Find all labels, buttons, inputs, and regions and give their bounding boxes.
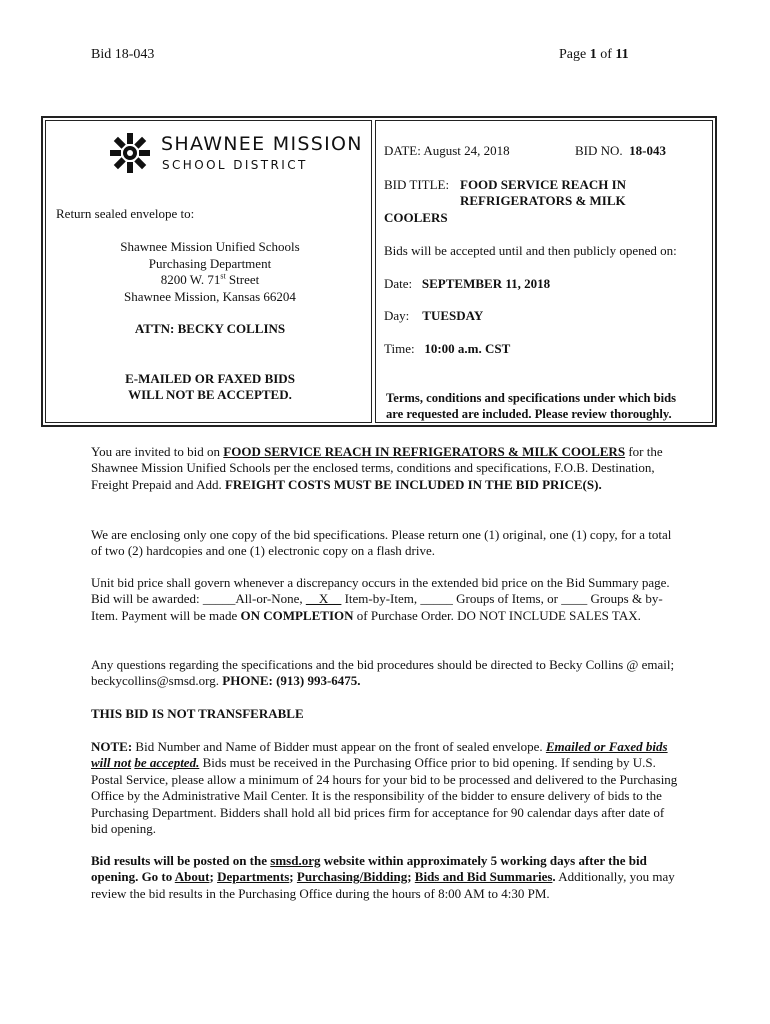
bid-results-paragraph <box>91 853 681 902</box>
freight-cost-notice: FREIGHT COSTS MUST BE INCLUDED IN THE BID PRICE(S). <box>224 476 602 492</box>
note-emphasis-1: Emailed or Faxed bids will not <box>91 739 668 771</box>
bid-number <box>575 143 666 159</box>
invitation-paragraph <box>91 444 681 493</box>
note-envelope: Bid Number and Name of Bidder must appear on the front of sealed envelope. <box>132 739 546 754</box>
address-line-4: Shawnee Mission, Kansas 66204 <box>124 289 296 304</box>
address-street-number: 8200 W. 71 <box>160 272 221 287</box>
no-email-notice-line-2: WILL NOT BE ACCEPTED. <box>128 387 292 402</box>
nav-separator: ; <box>209 869 218 885</box>
address-ordinal: st <box>220 271 226 281</box>
item-by-item-option: Item-by-Item, <box>341 591 421 607</box>
groups-option: Groups of Items, or <box>452 591 562 607</box>
all-or-none-option: All-or-None, <box>235 591 306 607</box>
district-subtitle: SCHOOL DISTRICT <box>162 158 308 172</box>
opening-day-value: TUESDAY <box>422 308 484 323</box>
page-current: 1 <box>589 47 597 62</box>
payment-terms: ON COMPLETION <box>240 607 354 623</box>
address-street: Street <box>225 272 260 287</box>
attention-line: ATTN: BECKY COLLINS <box>134 321 286 336</box>
page-total: 11 <box>615 47 629 62</box>
results-nav-intro: website within approximately 5 working days after the bid opening. Go to <box>91 853 647 885</box>
results-office-hours: Additionally, you may review the bid results in the Purchasing Office during the hours of 8:00 AM to 4:30 PM. <box>91 869 675 901</box>
nav-departments-link[interactable]: Departments <box>217 869 290 885</box>
opening-time <box>384 341 510 357</box>
sales-tax-notice: of Purchase Order. DO NOT INCLUDE SALES TAX. <box>353 607 641 623</box>
groups-by-item-option: Groups & by-Item. Payment will be made <box>91 591 663 623</box>
nav-separator: ; <box>407 869 415 885</box>
results-period: . <box>552 869 556 885</box>
bid-reference: Bid 18-043 <box>91 47 155 62</box>
nav-separator: ; <box>289 869 297 885</box>
page-number <box>559 47 629 63</box>
bid-title-line-3: COOLERS <box>384 210 448 225</box>
item-by-item-mark: __X__ <box>305 591 342 607</box>
smsd-site-link[interactable]: smsd.org <box>270 853 321 868</box>
address-line-3 <box>50 272 370 288</box>
note-label: NOTE: <box>91 739 133 754</box>
opening-date-label: Date: <box>384 276 413 291</box>
district-name: SHAWNEE MISSION <box>161 133 363 155</box>
invitation-terms: for the Shawnee Mission Unified Schools per the enclosed terms, conditions and specifications, F.O.B. Destination, Freight Prepaid and Add. <box>91 444 663 492</box>
bid-opening-notice: Bids will be accepted until and then publicly opened on: <box>384 243 677 258</box>
contact-text: Any questions regarding the specifications and the bid procedures should be directed to Becky Collins @ email; beckycollins@smsd.org. <box>91 657 675 689</box>
bid-number-value: 18-043 <box>629 143 667 158</box>
opening-time-label: Time: <box>384 341 415 356</box>
contact-phone: PHONE: (913) 993-6475. <box>222 673 361 689</box>
page-of: of <box>596 47 616 62</box>
invitation-bid-title: FOOD SERVICE REACH IN REFRIGERATORS & MILK COOLERS <box>223 444 626 459</box>
nav-about-link[interactable]: About <box>174 869 210 885</box>
award-paragraph <box>91 575 681 624</box>
note-delivery: Bids must be received in the Purchasing Office prior to bid opening. If sending by U.S. Postal Service, please allow a minimum of 24 hours for your bid to be processed and delivered to the Purchasing Office by the Administrative Mail Center. It is the responsibility of the bidder to ensure delivery of bids to the Purchasing Department. Bidders shall hold all bid prices firm for acceptance for 90 calendar days after date of bid opening. <box>91 755 678 837</box>
opening-date <box>384 276 550 292</box>
bid-date: DATE: August 24, 2018 <box>384 143 510 158</box>
bid-title-line-1: FOOD SERVICE REACH IN <box>460 177 627 192</box>
note-paragraph <box>91 739 681 837</box>
page-prefix: Page <box>559 47 590 62</box>
bid-title-label: BID TITLE: <box>384 177 450 192</box>
district-logo <box>108 131 368 177</box>
terms-notice-line-2: are requested are included. Please review thoroughly. <box>386 407 672 421</box>
copies-paragraph: We are enclosing only one copy of the bid specifications. Please return one (1) original, one (1) copy, for a total of two (2) hardcopies and one (1) electronic copy on a flash drive. <box>91 527 672 559</box>
all-or-none-blank: _____ <box>202 591 236 607</box>
opening-date-value: SEPTEMBER 11, 2018 <box>421 276 551 291</box>
not-transferable-notice: THIS BID IS NOT TRANSFERABLE <box>91 706 304 721</box>
results-intro: Bid results will be posted on the <box>91 853 271 868</box>
opening-day-label: Day: <box>384 308 410 323</box>
opening-day <box>384 308 483 324</box>
nav-purchasing-link[interactable]: Purchasing/Bidding <box>296 869 408 885</box>
nav-bid-summaries-link[interactable]: Bids and Bid Summaries <box>414 869 553 885</box>
award-intro: Unit bid price shall govern whenever a discrepancy occurs in the extended bid price on the Bid Summary page. Bid will be awarded: <box>91 575 670 607</box>
groups-by-item-blank: ____ <box>561 591 588 607</box>
questions-paragraph <box>91 657 681 690</box>
terms-notice-line-1: Terms, conditions and specifications under which bids <box>386 391 677 405</box>
address-line-2: Purchasing Department <box>148 256 272 271</box>
district-emblem-icon <box>108 131 152 175</box>
groups-blank: _____ <box>420 591 453 607</box>
bid-number-label: BID NO. <box>575 143 623 158</box>
opening-time-value: 10:00 a.m. CST <box>424 341 511 356</box>
no-email-notice-line-1: E-MAILED OR FAXED BIDS <box>125 371 295 386</box>
bid-title-line-2: REFRIGERATORS & MILK <box>460 193 626 208</box>
bid-details-panel <box>375 120 713 423</box>
return-envelope-label: Return sealed envelope to: <box>56 206 195 221</box>
note-emphasis-2: be accepted. <box>134 755 200 771</box>
invitation-intro: You are invited to bid on <box>91 444 224 459</box>
address-line-1: Shawnee Mission Unified Schools <box>120 239 300 254</box>
